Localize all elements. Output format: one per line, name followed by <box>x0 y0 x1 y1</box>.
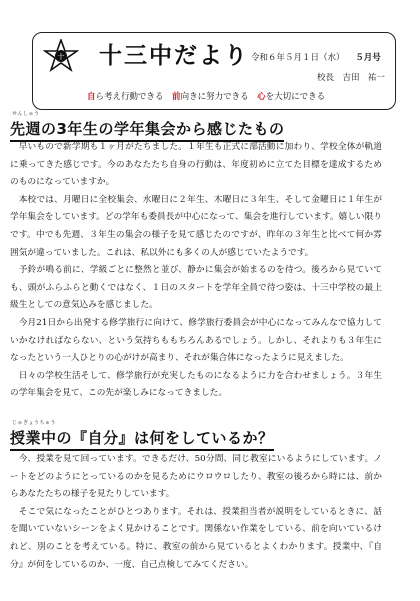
date-text: 令和６年５月１日（水） <box>251 53 345 63</box>
article-1-heading-ruby: せんしゅう <box>12 111 40 117</box>
issue-date <box>251 51 381 63</box>
article-2-heading-text: 授業中の『自分』は何をしているか？ <box>10 429 274 447</box>
motto-2-initial: 前 <box>172 92 181 102</box>
article-2-body <box>10 451 382 574</box>
newsletter-header <box>32 32 396 110</box>
school-emblem-icon <box>43 39 79 75</box>
motto-1-initial: 自 <box>87 92 96 102</box>
article-1-body <box>10 139 382 403</box>
motto-2-text: 向きに努力できる <box>180 92 249 102</box>
motto-3-text: を大切にできる <box>265 92 326 102</box>
issue-label: ５月号 <box>355 53 381 63</box>
article-1-paragraph: 早いもので新学期も１ヶ月がたちました。１年生も正式に部活動に加わり、学校全体が軌道に乗ってきた感じです。今のあなたたち自身の行動は、年度初めに立てた目標を達成するためのものになっていますか。 <box>10 142 382 188</box>
article-2-paragraph: 今、授業を見て回っています。できるだけ、50分間、同じ教室にいるようにしています。ノートをどのようにとっているのかを見るためにウロウロしたり、教室の後ろから時には、前からあなたたちの様子を見たりしています。 <box>10 454 382 500</box>
svg-text:十: 十 <box>57 53 65 61</box>
article-2-paragraph: そこで気になったことがひとつあります。それは、授業担当者が説明をしているときに、話を聞いていないシーンをよく見かけることです。関係ない作業をしている、前を向いているけれど、別のことを考えている。特に、教室の前から見ているとよくわかります。授業中、『自分』が何をしているのか、一度、自己点検してみてください。 <box>10 506 382 570</box>
newsletter-title: 十三中だより <box>99 42 249 69</box>
article-2-heading <box>10 420 274 451</box>
motto-3-initial: 心 <box>257 92 266 102</box>
school-motto <box>87 90 325 102</box>
principal-name: 校長 吉田 祐一 <box>316 73 385 83</box>
motto-1-text: ら考え行動できる <box>95 92 164 102</box>
article-1-paragraph: 本校では、月曜日に全校集会、水曜日に２年生、木曜日に３年生、そして金曜日に１年生が学年集会をしています。どの学年も委員長が中心になって、集会を進行しています。嬉しい限りです。中でも先週、３年生の集会の様子を見て感じたのですが、昨年の３年生と比べて何か雰囲気が違っていました。これは、私以外にも多くの人が感じていたようです。 <box>10 194 382 258</box>
article-1-paragraph: 今月21日から出発する修学旅行に向けて、修学旅行委員会が中心になってみんなで協力していかなければならない、という気持ちももちろんあるでしょう。しかし、それよりも３年生になったという一人ひとりの心がけが高まり、それが集合体になったように見えました。 <box>10 317 382 364</box>
article-1-paragraph: 日々の学校生活そして、修学旅行が充実したものになるように力を合わせましょう。３年生の学年集会を見て、この先が楽しみになってきました。 <box>10 370 382 399</box>
article-1-paragraph: 予鈴が鳴る前に、学級ごとに整然と並び、静かに集会が始まるのを待つ。後ろから見ていても、頭がふらふらと動くではなく、１日のスタートを学年全員で待つ姿は、十三中学校の最上級生としての意気込みを感じました。 <box>10 265 382 311</box>
article-1-heading-text: 先週の3年生の学年集会から感じたもの <box>10 120 285 138</box>
article-2-heading-ruby: じゅぎょうちゅう <box>12 420 57 426</box>
